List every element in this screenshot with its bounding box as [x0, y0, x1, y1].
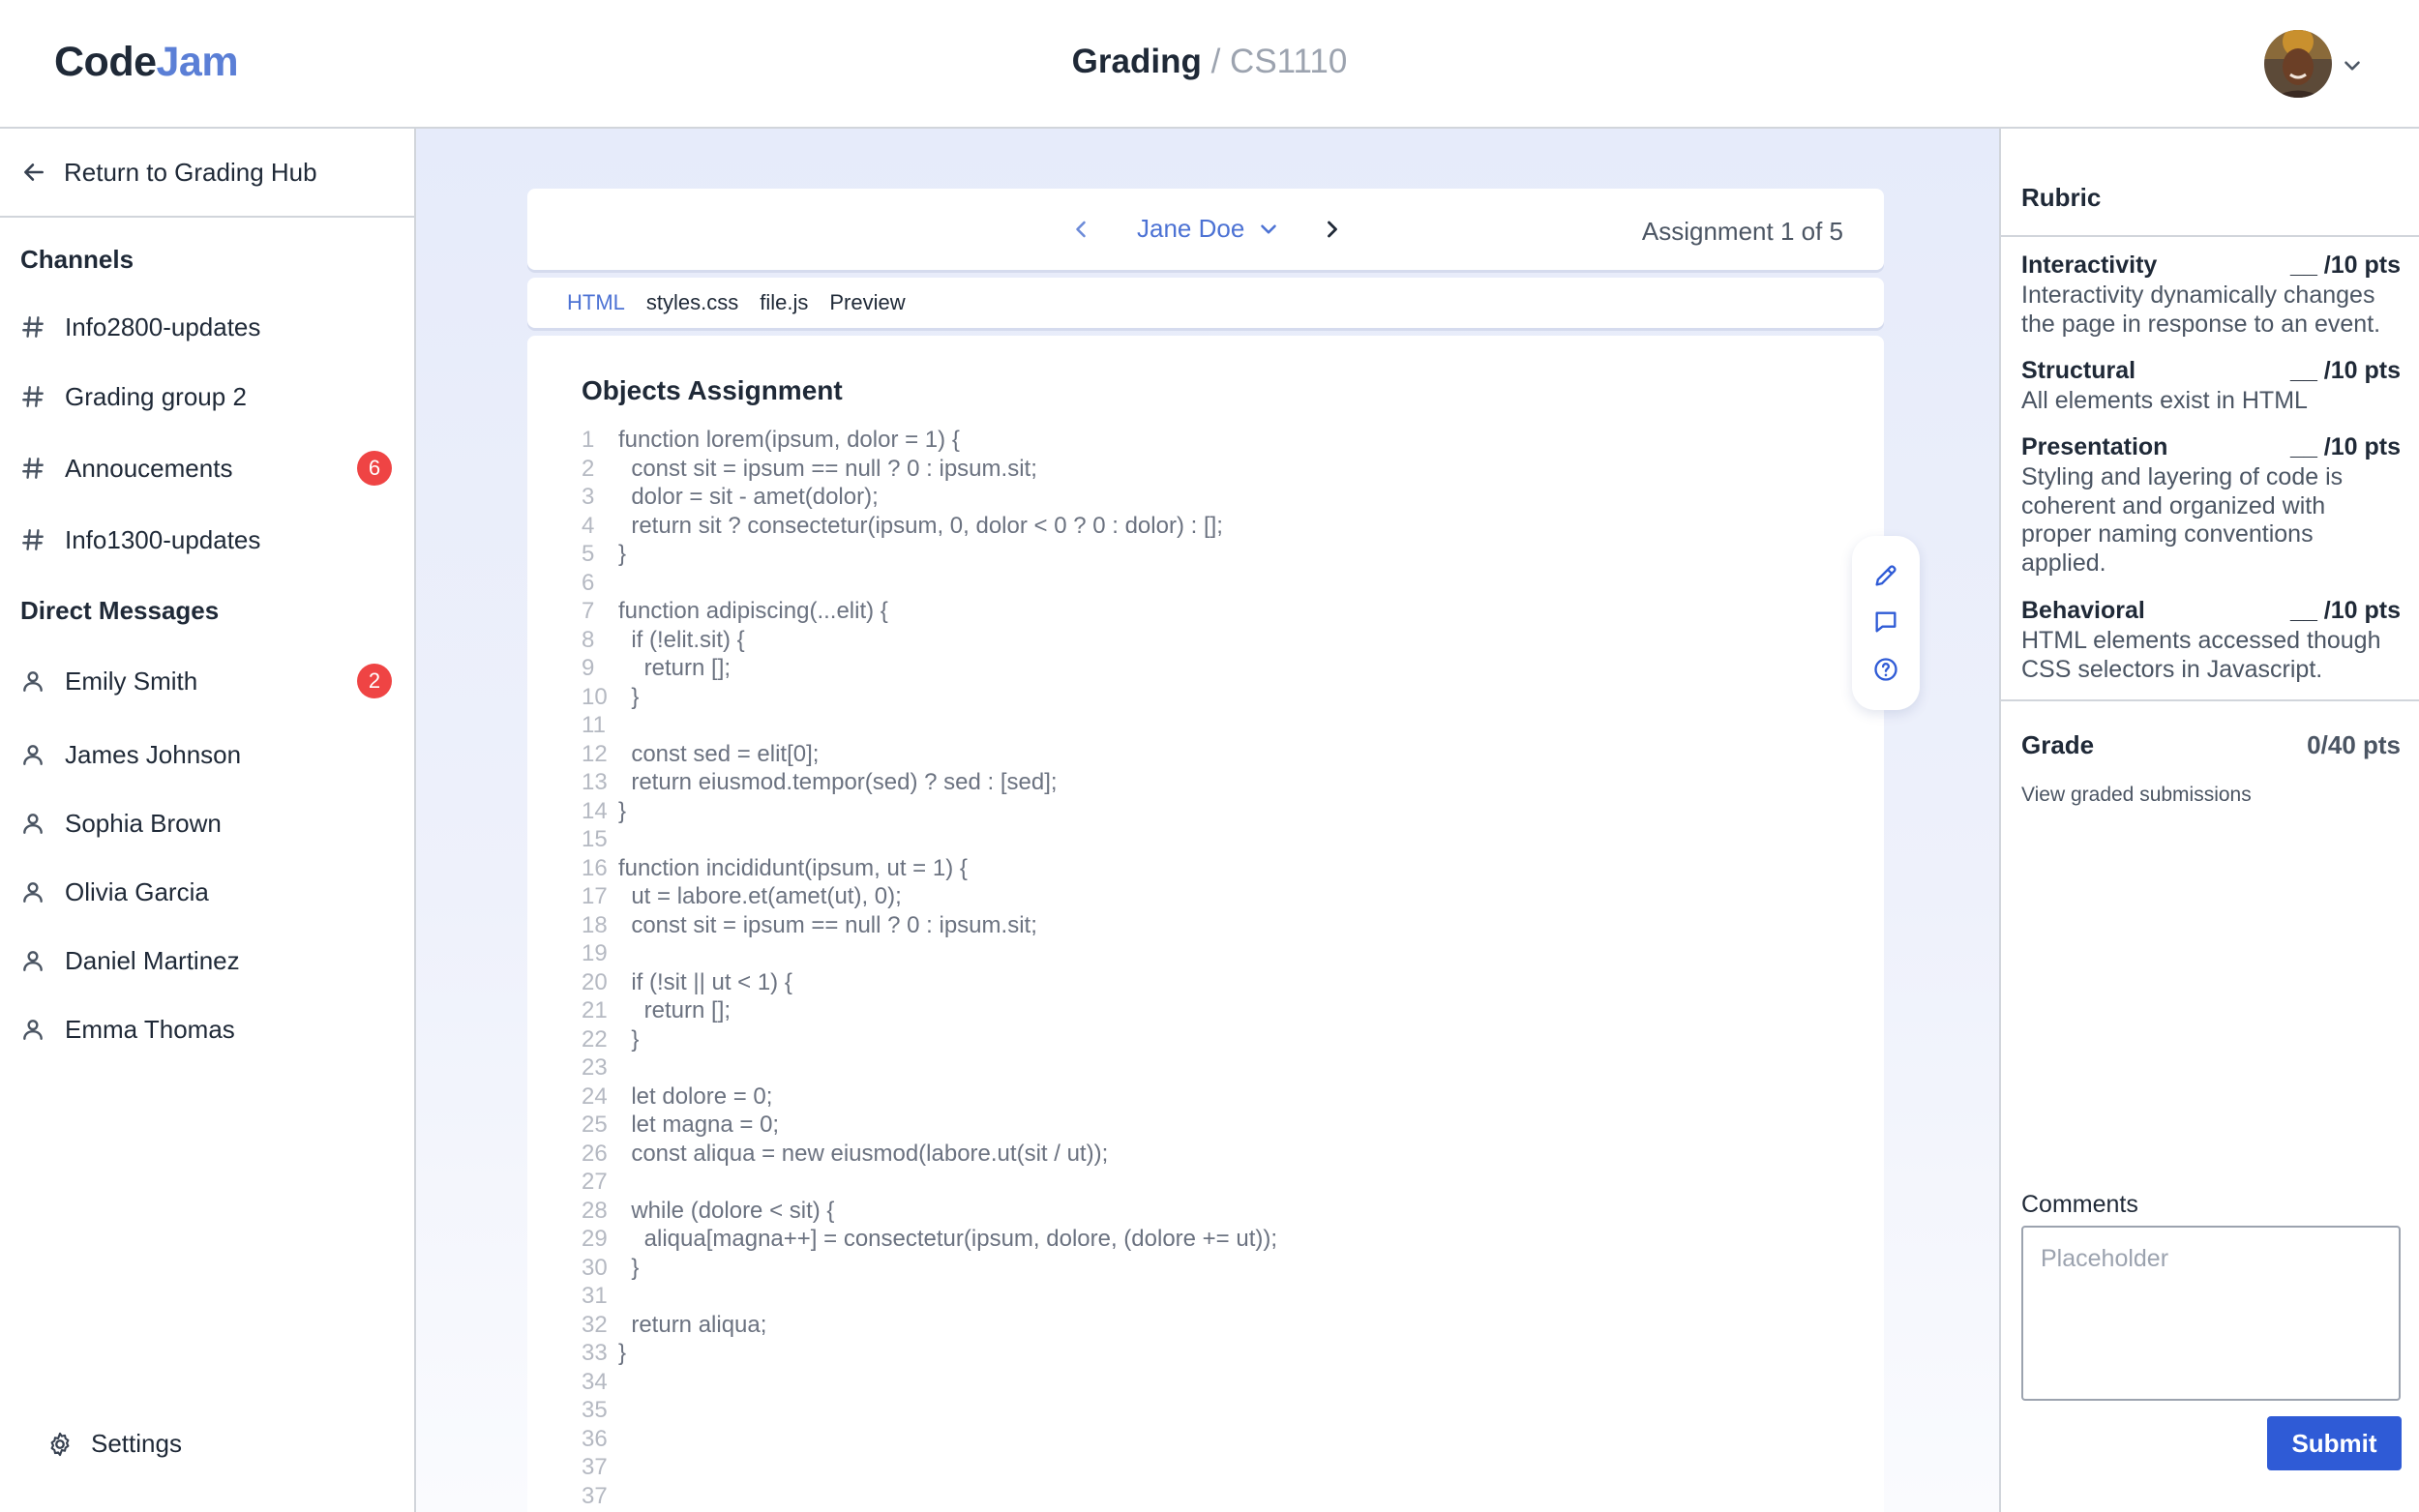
code-text: dolor = sit - amet(dolor);	[618, 484, 879, 510]
code-line	[582, 939, 1277, 968]
channel-label: Grading group 2	[65, 381, 247, 411]
comments-textarea[interactable]	[2021, 1226, 2401, 1401]
code-line	[582, 626, 1277, 655]
tab-preview[interactable]: Preview	[829, 290, 906, 314]
comment-icon	[1872, 608, 1899, 636]
code-text: const aliqua = new eiusmod(labore.ut(sit / ut));	[618, 1140, 1109, 1167]
code-line	[582, 597, 1277, 626]
rubric-panel	[1999, 129, 2419, 1512]
dm-item-daniel-martinez[interactable]	[20, 936, 398, 985]
hash-icon	[20, 384, 45, 409]
user-icon	[20, 948, 45, 973]
code-line	[582, 968, 1277, 997]
user-icon	[20, 742, 45, 767]
code-line	[582, 512, 1277, 541]
code-line	[582, 1082, 1277, 1112]
code-text: return [];	[618, 997, 732, 1023]
assignment-counter: Assignment 1 of 5	[1641, 217, 1843, 246]
return-link-label: Return to Grading Hub	[64, 157, 317, 187]
criterion-points-field[interactable]: __ /10 pts	[2290, 357, 2401, 384]
direct-messages-heading: Direct Messages	[20, 596, 220, 625]
submit-grade-button[interactable]: Submit	[2267, 1416, 2402, 1470]
line-number: 27	[582, 1169, 608, 1195]
code-text: return [];	[618, 655, 732, 681]
code-line	[582, 1453, 1277, 1482]
code-text: function lorem(ipsum, dolor = 1) {	[618, 427, 960, 453]
page-title-main: Grading	[1071, 43, 1202, 80]
user-icon	[20, 879, 45, 904]
page-title-course: CS1110	[1230, 43, 1348, 80]
dm-item-james-johnson[interactable]	[20, 730, 398, 779]
code-text: const sit = ipsum == null ? 0 : ipsum.sit;	[618, 911, 1037, 938]
tab-file-js[interactable]: file.js	[760, 290, 809, 314]
rubric-criterion	[2021, 597, 2401, 684]
left-sidebar	[0, 129, 416, 1512]
dm-item-emily-smith[interactable]	[20, 657, 398, 705]
code-text: }	[618, 541, 627, 567]
criterion-name: Structural	[2021, 357, 2136, 384]
chevron-down-icon	[1256, 217, 1281, 242]
settings-label: Settings	[91, 1429, 182, 1458]
user-icon	[20, 1017, 45, 1042]
line-number: 35	[582, 1397, 608, 1423]
page-title	[0, 43, 2419, 81]
line-number: 16	[582, 854, 608, 881]
settings-link[interactable]	[46, 1429, 182, 1459]
code-text: return eiusmod.tempor(sed) ? sed : [sed];	[618, 769, 1058, 795]
code-line	[582, 1225, 1277, 1254]
channels-heading: Channels	[20, 245, 134, 274]
help-tool-button[interactable]	[1872, 656, 1899, 683]
line-number: 36	[582, 1425, 608, 1452]
help-circle-icon	[1872, 656, 1899, 683]
code-line	[582, 768, 1277, 797]
hash-icon	[20, 314, 45, 340]
code-line	[582, 683, 1277, 712]
dm-label: Daniel Martinez	[65, 945, 240, 975]
code-line	[582, 1425, 1277, 1454]
line-number: 30	[582, 1254, 608, 1281]
comment-tool-button[interactable]	[1872, 608, 1899, 636]
code-text: const sit = ipsum == null ? 0 : ipsum.sit;	[618, 455, 1037, 482]
line-number: 26	[582, 1140, 608, 1167]
criterion-description: All elements exist in HTML	[2021, 387, 2308, 414]
chevron-right-icon	[1319, 216, 1346, 243]
channel-label: Info2800-updates	[65, 311, 261, 341]
dm-item-sophia-brown[interactable]	[20, 799, 398, 847]
line-number: 33	[582, 1340, 608, 1366]
grade-total: 0/40 pts	[2307, 730, 2401, 759]
line-number: 28	[582, 1197, 608, 1224]
line-number: 6	[582, 569, 595, 596]
code-line	[582, 1168, 1277, 1197]
student-name: Jane Doe	[1137, 214, 1245, 243]
return-to-grading-hub-link[interactable]	[0, 129, 414, 218]
criterion-description: Interactivity dynamically changes the page in response to an event.	[2021, 282, 2381, 338]
tab-html[interactable]: HTML	[567, 290, 625, 314]
grading-workspace	[416, 129, 1999, 1512]
line-number: 25	[582, 1112, 608, 1138]
line-number: 2	[582, 455, 595, 482]
code-line	[582, 996, 1277, 1025]
code-text: }	[618, 683, 640, 710]
code-line	[582, 1482, 1277, 1511]
criterion-description: Styling and layering of code is coherent and organized with proper naming conventions applied.	[2021, 463, 2344, 577]
rubric-criterion	[2021, 357, 2401, 416]
criterion-name: Interactivity	[2021, 252, 2158, 279]
line-number: 34	[582, 1368, 608, 1395]
criterion-points-field[interactable]: __ /10 pts	[2290, 597, 2401, 624]
edit-tool-button[interactable]	[1872, 562, 1899, 589]
line-number: 14	[582, 797, 608, 824]
code-line	[582, 426, 1277, 455]
line-number: 23	[582, 1054, 608, 1081]
code-text: }	[618, 1340, 627, 1366]
code-text: function adipiscing(...elit) {	[618, 598, 888, 624]
code-line	[582, 1025, 1277, 1054]
dm-label: Emily Smith	[65, 666, 198, 696]
user-icon	[20, 811, 45, 836]
line-number: 37	[582, 1454, 608, 1480]
code-line	[582, 1140, 1277, 1169]
line-number: 37	[582, 1482, 608, 1509]
dm-item-olivia-garcia[interactable]	[20, 868, 398, 916]
user-icon	[20, 668, 45, 694]
line-number: 21	[582, 997, 608, 1023]
code-text: function incididunt(ipsum, ut = 1) {	[618, 854, 968, 881]
code-line	[582, 1254, 1277, 1283]
criterion-description: HTML elements accessed though CSS selectors in Javascript.	[2021, 627, 2381, 683]
code-text: }	[618, 797, 627, 824]
code-text: let dolore = 0;	[618, 1082, 773, 1110]
file-tabs	[527, 278, 1884, 328]
dm-label: Olivia Garcia	[65, 876, 209, 906]
line-number: 8	[582, 626, 595, 653]
code-text: aliqua[magna++] = consectetur(ipsum, dolore, (dolore += ut));	[618, 1226, 1278, 1252]
line-number: 9	[582, 655, 595, 681]
channel-item-info1300-updates[interactable]	[20, 516, 398, 564]
line-number: 24	[582, 1082, 608, 1110]
unread-badge: 2	[357, 664, 392, 698]
code-text: return sit ? consectetur(ipsum, 0, dolor < 0 ? 0 : dolor) : [];	[618, 512, 1223, 539]
rubric-divider	[2001, 235, 2419, 237]
code-view	[582, 426, 1277, 1510]
criterion-points-field[interactable]: __ /10 pts	[2290, 252, 2401, 279]
code-text: return aliqua;	[618, 1311, 767, 1338]
code-editor[interactable]	[527, 336, 1884, 1512]
line-number: 1	[582, 427, 595, 453]
line-number: 18	[582, 911, 608, 938]
grade-divider	[2001, 699, 2419, 701]
arrow-left-icon	[21, 160, 46, 185]
logo-text-jam: Jam	[156, 39, 239, 85]
line-number: 29	[582, 1226, 608, 1252]
line-number: 12	[582, 740, 608, 767]
code-line	[582, 1282, 1277, 1311]
unread-badge: 6	[357, 451, 392, 486]
code-text: if (!sit || ut < 1) {	[618, 968, 792, 995]
channel-item-grading-group-2[interactable]	[20, 372, 398, 421]
dm-item-emma-thomas[interactable]	[20, 1005, 398, 1053]
dm-label: James Johnson	[65, 739, 242, 769]
previous-student-button[interactable]	[1067, 216, 1094, 243]
code-line	[582, 711, 1277, 740]
line-number: 7	[582, 598, 595, 624]
comments-label: Comments	[2021, 1191, 2138, 1218]
page-title-separator: /	[1210, 43, 1221, 80]
code-line	[582, 1339, 1277, 1368]
channel-label: Info1300-updates	[65, 524, 261, 554]
view-graded-submissions-link[interactable]: View graded submissions	[2021, 784, 2252, 806]
next-student-button[interactable]	[1319, 216, 1346, 243]
code-line	[582, 1396, 1277, 1425]
hash-icon	[20, 527, 45, 552]
code-line	[582, 569, 1277, 598]
code-line	[582, 1197, 1277, 1226]
line-number: 31	[582, 1283, 608, 1309]
channel-item-annoucements[interactable]	[20, 444, 398, 492]
grade-label: Grade	[2021, 730, 2095, 759]
criterion-name: Presentation	[2021, 433, 2168, 460]
top-header	[0, 0, 2419, 129]
line-number: 22	[582, 1025, 608, 1052]
code-text: let magna = 0;	[618, 1112, 780, 1138]
dm-label: Emma Thomas	[65, 1014, 235, 1044]
line-number: 32	[582, 1311, 608, 1338]
line-number: 13	[582, 769, 608, 795]
code-text: const sed = elit[0];	[618, 740, 820, 767]
chevron-left-icon	[1067, 216, 1094, 243]
channel-label: Annoucements	[65, 453, 233, 483]
code-line	[582, 1311, 1277, 1340]
account-menu-chevron-icon[interactable]	[2340, 53, 2365, 78]
code-line	[582, 1111, 1277, 1140]
code-line	[582, 483, 1277, 512]
code-text: if (!elit.sit) {	[618, 626, 745, 653]
logo-text-code: Code	[54, 39, 157, 85]
grade-summary	[2021, 730, 2401, 760]
line-number: 10	[582, 683, 608, 710]
student-dropdown[interactable]	[1137, 214, 1281, 244]
code-line	[582, 540, 1277, 569]
code-text: }	[618, 1025, 640, 1052]
code-line	[582, 654, 1277, 683]
code-text: while (dolore < sit) {	[618, 1197, 835, 1224]
line-number: 17	[582, 883, 608, 909]
code-line	[582, 825, 1277, 854]
rubric-criterion	[2021, 433, 2401, 578]
code-line	[582, 797, 1277, 826]
student-selector-bar	[527, 189, 1884, 270]
code-text: }	[618, 1254, 640, 1281]
code-line	[582, 455, 1277, 484]
line-number: 11	[582, 712, 606, 738]
code-line	[582, 882, 1277, 911]
criterion-points-field[interactable]: __ /10 pts	[2290, 433, 2401, 460]
line-number: 4	[582, 512, 595, 539]
code-line	[582, 740, 1277, 769]
line-number: 5	[582, 541, 595, 567]
assignment-title: Objects Assignment	[582, 375, 843, 405]
line-number: 19	[582, 940, 608, 966]
annotation-toolbar	[1852, 536, 1920, 710]
line-number: 3	[582, 484, 595, 510]
channel-item-info2800-updates[interactable]	[20, 303, 398, 351]
code-line	[582, 854, 1277, 883]
line-number: 20	[582, 968, 608, 995]
code-line	[582, 1053, 1277, 1082]
hash-icon	[20, 456, 45, 481]
rubric-heading: Rubric	[2021, 183, 2102, 212]
criterion-name: Behavioral	[2021, 597, 2145, 624]
user-avatar[interactable]	[2264, 30, 2332, 98]
pencil-icon	[1872, 562, 1899, 589]
line-number: 15	[582, 826, 608, 852]
dm-label: Sophia Brown	[65, 808, 222, 838]
code-text: ut = labore.et(amet(ut), 0);	[618, 883, 902, 909]
rubric-criterion	[2021, 252, 2401, 339]
tab-styles-css[interactable]: styles.css	[645, 290, 739, 314]
code-line	[582, 911, 1277, 940]
gear-icon	[46, 1431, 74, 1458]
code-line	[582, 1368, 1277, 1397]
